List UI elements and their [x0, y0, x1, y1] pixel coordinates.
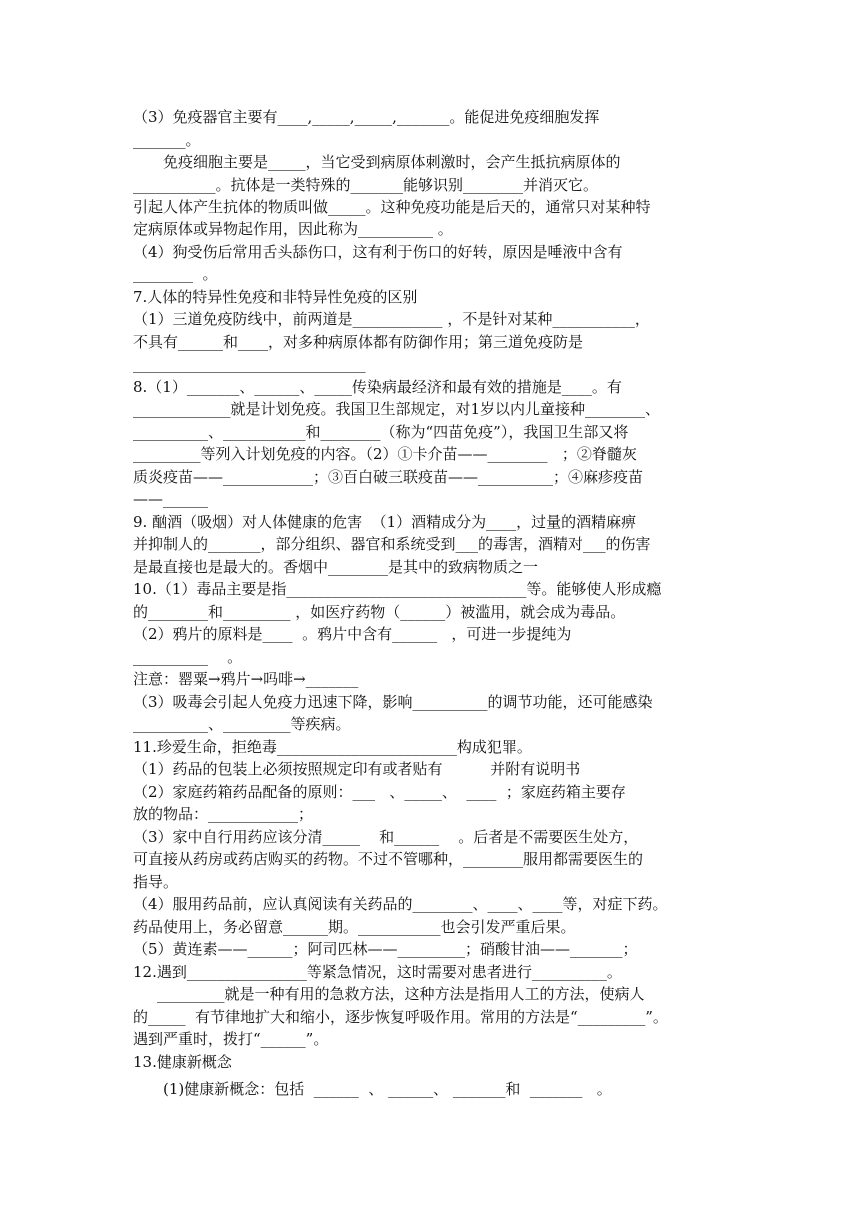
text-line: （3）免疫器官主要有____,_____,_____,_______。能促进免疫细胞发挥 [133, 108, 600, 126]
text-line: 定病原体或异物起作用，因此称为__________ 。 [133, 220, 453, 238]
section-heading: 8.（1）_______、______、_____传染病最经济和最有效的措施是____。有 [133, 378, 622, 396]
text-line: （1）三道免疫防线中，前两道是____________ ，不是针对某种___________， [133, 310, 650, 328]
text-line: 并抑制人的_______，部分组织、器官和系统受到___的毒害，酒精对___的伤害 [133, 535, 651, 553]
text-line: （4）狗受伤后常用舌头舔伤口，这有利于伤口的好转，原因是唾液中含有 [133, 243, 623, 261]
text-line: （3）家中自行用药应该分清_____ 和______ 。后者是不需要医生处方， [133, 828, 639, 846]
text-line: 可直接从药房或药店购买的药物。不过不管哪种，________服用都需要医生的 [133, 850, 644, 868]
text-line: 注意：罂粟→鸦片→吗啡→_______ [133, 670, 359, 688]
text-line: 引起人体产生抗体的物质叫做_____。这种免疫功能是后天的，通常只对某种特 [133, 198, 651, 216]
text-line: ——______ [133, 490, 208, 508]
text-line: _________就是一种有用的急救方法，这种方法是指用人工的方法，使病人 [157, 985, 645, 1003]
text-line: _____________就是计划免疫。我国卫生部规定，对1岁以内儿童接种________、 [133, 400, 661, 418]
text-line: 指导。 [133, 873, 179, 891]
text-line: （4）服用药品前，应认真阅读有关药品的________、____、____等，对症下药。 [133, 895, 668, 913]
text-line: （1）药品的包装上必须按照规定印有或者贴有 并附有说明书 [133, 760, 581, 778]
text-line: （2）鸦片的原料是____ 。鸦片中含有______ ，可进一步提纯为 [133, 625, 572, 643]
section-heading: 13.健康新概念 [133, 1053, 232, 1071]
text-line: 不具有______和____，对多种病原体都有防御作用；第三道免疫防是 [133, 333, 584, 351]
text-line: （3）吸毒会引起人免疫力迅速下降，影响__________的调节功能，还可能感染 [133, 693, 653, 711]
text-line: （2）家庭药箱药品配备的原则：___ 、_____、 ____ ；家庭药箱主要存 [133, 783, 626, 801]
text-line: __________ 。 [133, 648, 243, 666]
section-heading: 9. 酗酒（吸烟）对人体健康的危害 （1）酒精成分为____，过量的酒精麻痹 [133, 513, 637, 531]
text-line: 药品使用上，务必留意______期。___________也会引发严重后果。 [133, 918, 576, 936]
text-line: 的________和_________ ，如医疗药物（______）被滥用，就会成为毒品。 [133, 603, 626, 621]
section-heading: 12.遇到________________等紧急情况，这时需要对患者进行__________。 [133, 963, 622, 981]
text-line: 的_____ 有节律地扩大和缩小，逐步恢复呼吸作用。常用的方法是“_________”。 [133, 1008, 668, 1026]
section-heading: 11.珍爱生命，拒绝毒________________________构成犯罪。 [133, 738, 532, 756]
text-line: 是最直接也是最大的。香烟中________是其中的致病物质之一 [133, 558, 539, 576]
text-line: _______。 [133, 131, 201, 149]
text-line: ___________。抗体是一类特殊的_______能够识别________并消灭它。 [133, 176, 599, 194]
text-line: 免疫细胞主要是_____，当它受到病原体刺激时，会产生抵抗病原体的 [163, 153, 621, 171]
text-line: _______________________________ [133, 355, 366, 373]
text-line: （5）黄连素——______；阿司匹林——_________；硝酸甘油——_______； [133, 940, 638, 958]
text-line: __________、___________和________（称为“四苗免疫”），我国卫生部又将 [133, 423, 629, 441]
section-heading: 7.人体的特异性免疫和非特异性免疫的区别 [133, 288, 418, 306]
text-line: _________等列入计划免疫的内容。（2）①卡介苗——________ ；②脊髓灰 [133, 445, 637, 463]
text-line: 质炎疫苗——____________；③百白破三联疫苗——__________；④麻疹疫苗 [133, 468, 644, 486]
text-line: __________、_________等疾病。 [133, 715, 351, 733]
text-line: 遇到严重时，拨打“______”。 [133, 1030, 329, 1048]
text-line: (1)健康新概念：包括 ______ 、 ______、 _______和 _______ 。 [163, 1080, 612, 1098]
text-line: ________ 。 [133, 265, 218, 283]
text-line: 放的物品：____________； [133, 805, 314, 823]
section-heading: 10.（1）毒品主要是指________________________________等。能够使人形成瘾 [133, 580, 662, 598]
